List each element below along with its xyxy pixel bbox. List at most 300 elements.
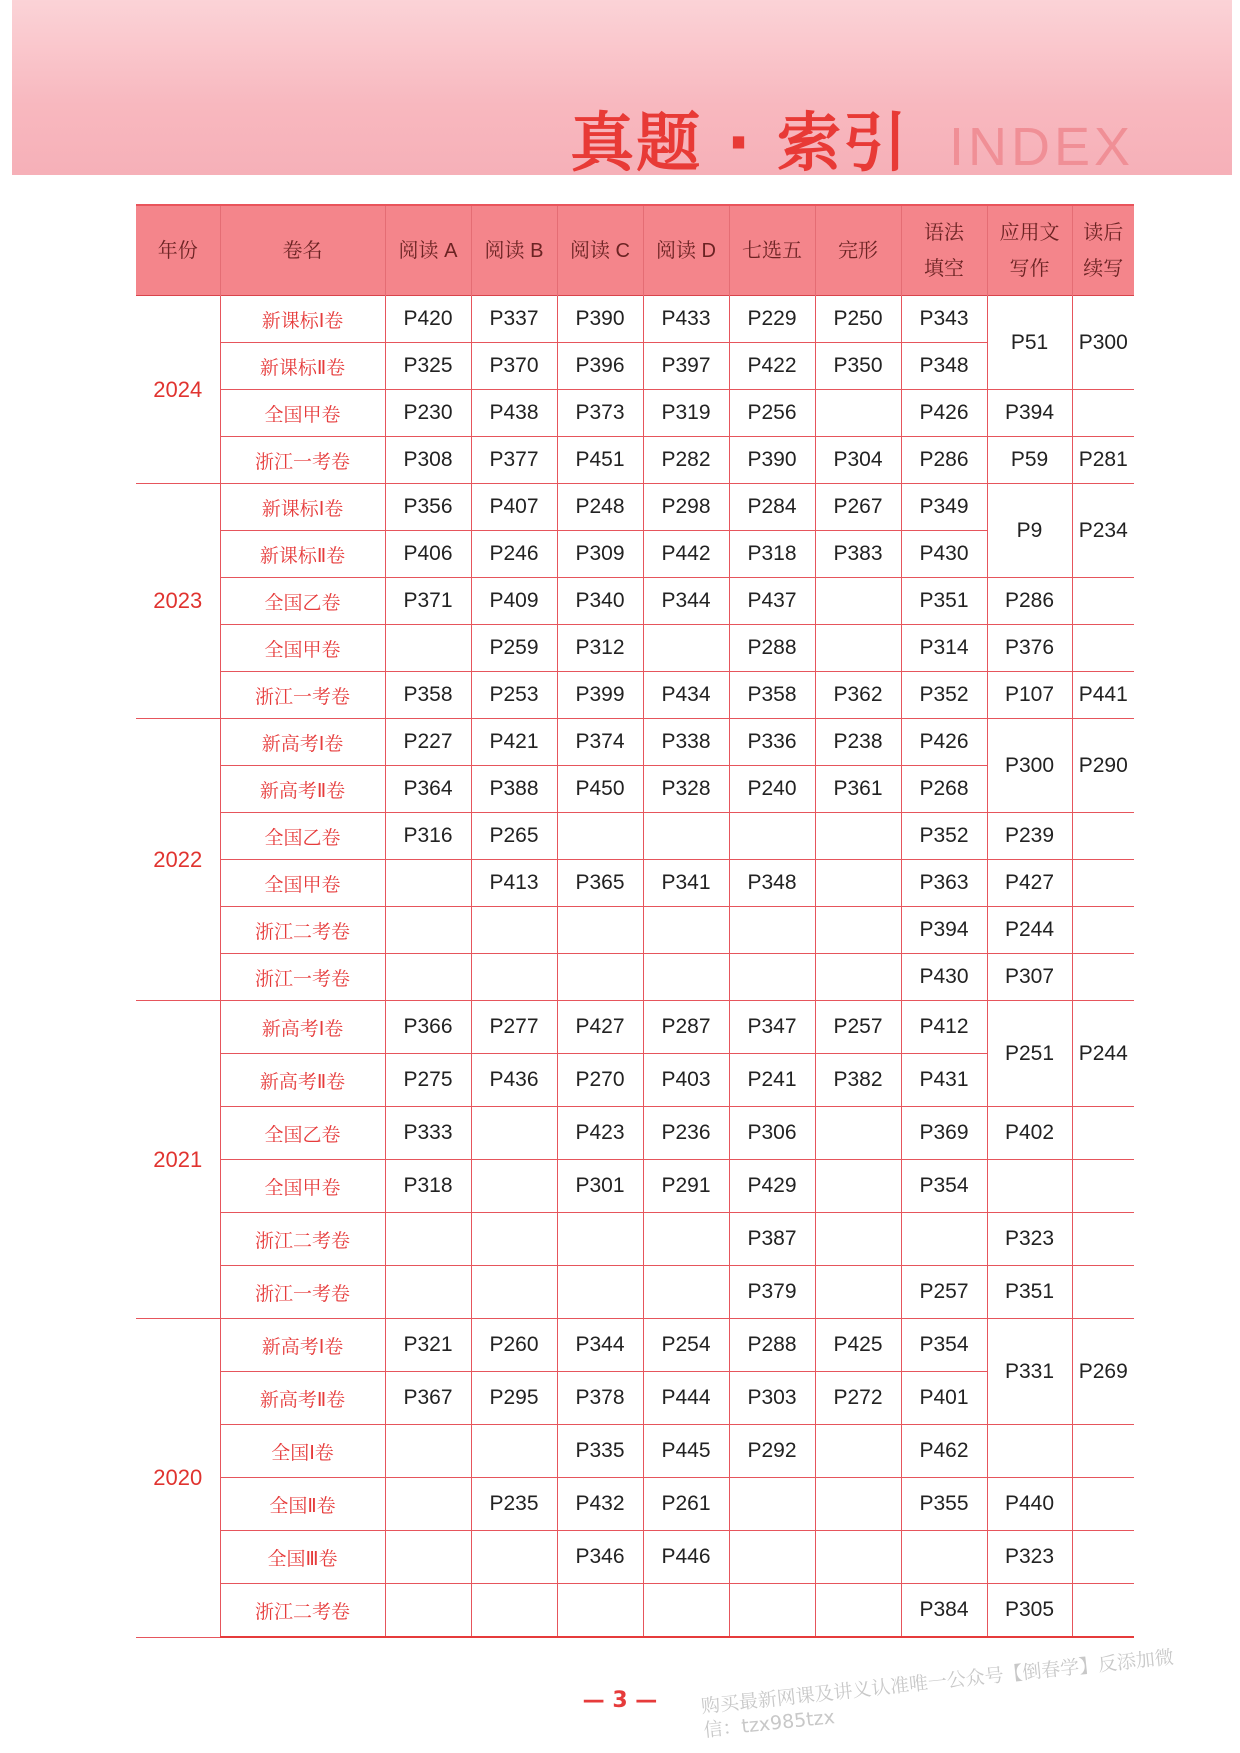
- page-ref-cell: P394: [901, 907, 987, 954]
- paper-name-cell: 新高考Ⅱ卷: [220, 1372, 385, 1425]
- column-header: 应用文 写作: [987, 205, 1072, 296]
- page-ref-cell: P370: [471, 343, 557, 390]
- page-ref-cell: P377: [471, 437, 557, 484]
- table-row: [136, 1584, 1134, 1638]
- writing-cell: P394: [987, 390, 1072, 437]
- table-header-row: [136, 205, 1134, 296]
- page-ref-cell: P403: [643, 1054, 729, 1107]
- page-ref-cell: P367: [385, 1372, 471, 1425]
- page-ref-cell: P272: [815, 1372, 901, 1425]
- column-header: 七选五: [729, 205, 815, 296]
- page-ref-cell: [385, 1478, 471, 1531]
- writing-cell: P323: [987, 1531, 1072, 1584]
- page-ref-cell: P425: [815, 1319, 901, 1372]
- page-ref-cell: [471, 954, 557, 1001]
- paper-name-cell: 新高考Ⅰ卷: [220, 1001, 385, 1054]
- page-ref-cell: P319: [643, 390, 729, 437]
- page-ref-cell: P336: [729, 719, 815, 766]
- paper-name-cell: 新高考Ⅰ卷: [220, 1319, 385, 1372]
- paper-name-cell: 新课标Ⅰ卷: [220, 484, 385, 531]
- page-ref-cell: P432: [557, 1478, 643, 1531]
- page-ref-cell: P256: [729, 390, 815, 437]
- page-ref-cell: [815, 860, 901, 907]
- page-ref-cell: [557, 907, 643, 954]
- page-ref-cell: P277: [471, 1001, 557, 1054]
- continuation-cell: [1072, 390, 1134, 437]
- year-cell: 2021: [136, 1001, 220, 1319]
- page-ref-cell: P397: [643, 343, 729, 390]
- table-row: [136, 437, 1134, 484]
- table-row: [136, 672, 1134, 719]
- year-cell: 2024: [136, 296, 220, 484]
- page-ref-cell: P241: [729, 1054, 815, 1107]
- paper-name-cell: 全国乙卷: [220, 813, 385, 860]
- paper-name-cell: 浙江一考卷: [220, 954, 385, 1001]
- page-ref-cell: P257: [815, 1001, 901, 1054]
- page-ref-cell: [557, 1584, 643, 1638]
- page-ref-cell: [471, 1531, 557, 1584]
- page-ref-cell: P434: [643, 672, 729, 719]
- table-row: [136, 1266, 1134, 1319]
- column-header: 完形: [815, 205, 901, 296]
- page-ref-cell: P284: [729, 484, 815, 531]
- table-row: [136, 1531, 1134, 1584]
- page-ref-cell: P358: [385, 672, 471, 719]
- page-ref-cell: [815, 1160, 901, 1213]
- writing-cell: [987, 1425, 1072, 1478]
- page-ref-cell: [643, 907, 729, 954]
- page-ref-cell: [815, 625, 901, 672]
- paper-name-cell: 全国甲卷: [220, 625, 385, 672]
- paper-name-cell: 新课标Ⅱ卷: [220, 343, 385, 390]
- page-ref-cell: P430: [901, 954, 987, 1001]
- page-ref-cell: P303: [729, 1372, 815, 1425]
- page-ref-cell: [385, 1584, 471, 1638]
- title-group: [570, 92, 1134, 184]
- page-ref-cell: P371: [385, 578, 471, 625]
- writing-cell: P440: [987, 1478, 1072, 1531]
- page-ref-cell: P292: [729, 1425, 815, 1478]
- page-ref-cell: [557, 954, 643, 1001]
- page-ref-cell: [729, 813, 815, 860]
- writing-cell: P331: [987, 1319, 1072, 1425]
- continuation-cell: [1072, 1478, 1134, 1531]
- page-ref-cell: P261: [643, 1478, 729, 1531]
- page-ref-cell: P401: [901, 1372, 987, 1425]
- page-ref-cell: P312: [557, 625, 643, 672]
- page-ref-cell: P348: [901, 343, 987, 390]
- paper-name-cell: 全国Ⅰ卷: [220, 1425, 385, 1478]
- page-ref-cell: P379: [729, 1266, 815, 1319]
- page-ref-cell: P383: [815, 531, 901, 578]
- continuation-cell: [1072, 860, 1134, 907]
- page-ref-cell: P344: [643, 578, 729, 625]
- page-ref-cell: P363: [901, 860, 987, 907]
- page-title-en: INDEX: [948, 117, 1134, 177]
- writing-cell: P376: [987, 625, 1072, 672]
- table-row: [136, 390, 1134, 437]
- page-ref-cell: [471, 1266, 557, 1319]
- table-row: [136, 954, 1134, 1001]
- page-ref-cell: P246: [471, 531, 557, 578]
- page-ref-cell: P227: [385, 719, 471, 766]
- page-ref-cell: P382: [815, 1054, 901, 1107]
- table-row: [136, 578, 1134, 625]
- page-ref-cell: P343: [901, 296, 987, 343]
- page-ref-cell: P420: [385, 296, 471, 343]
- page-ref-cell: P374: [557, 719, 643, 766]
- writing-cell: P51: [987, 296, 1072, 390]
- continuation-cell: P234: [1072, 484, 1134, 578]
- page-ref-cell: P421: [471, 719, 557, 766]
- paper-name-cell: 新高考Ⅱ卷: [220, 1054, 385, 1107]
- table-row: [136, 907, 1134, 954]
- writing-cell: P323: [987, 1213, 1072, 1266]
- column-header: 阅读 C: [557, 205, 643, 296]
- index-table: [136, 204, 1134, 1638]
- writing-cell: P427: [987, 860, 1072, 907]
- continuation-cell: P290: [1072, 719, 1134, 813]
- page-ref-cell: P354: [901, 1160, 987, 1213]
- table-row: [136, 1319, 1134, 1372]
- page-ref-cell: P358: [729, 672, 815, 719]
- table-row: [136, 531, 1134, 578]
- page-ref-cell: P288: [729, 625, 815, 672]
- continuation-cell: [1072, 1584, 1134, 1638]
- page-ref-cell: P325: [385, 343, 471, 390]
- page-ref-cell: P365: [557, 860, 643, 907]
- page-ref-cell: P451: [557, 437, 643, 484]
- column-header: 卷名: [220, 205, 385, 296]
- page-ref-cell: [729, 1531, 815, 1584]
- page-ref-cell: P423: [557, 1107, 643, 1160]
- page-ref-cell: P356: [385, 484, 471, 531]
- page-ref-cell: P450: [557, 766, 643, 813]
- table-row: [136, 1213, 1134, 1266]
- page-ref-cell: [815, 1213, 901, 1266]
- page-ref-cell: P462: [901, 1425, 987, 1478]
- page-ref-cell: P429: [729, 1160, 815, 1213]
- page-ref-cell: P396: [557, 343, 643, 390]
- table-row: [136, 625, 1134, 672]
- page-ref-cell: P348: [729, 860, 815, 907]
- continuation-cell: [1072, 578, 1134, 625]
- column-header: 阅读 A: [385, 205, 471, 296]
- paper-name-cell: 浙江一考卷: [220, 1266, 385, 1319]
- writing-cell: P305: [987, 1584, 1072, 1638]
- page-ref-cell: P250: [815, 296, 901, 343]
- page-ref-cell: P268: [901, 766, 987, 813]
- table-row: [136, 860, 1134, 907]
- table-row: [136, 1107, 1134, 1160]
- continuation-cell: P300: [1072, 296, 1134, 390]
- page-ref-cell: P306: [729, 1107, 815, 1160]
- page-ref-cell: [643, 1266, 729, 1319]
- page-ref-cell: P270: [557, 1054, 643, 1107]
- page-ref-cell: P288: [729, 1319, 815, 1372]
- page-ref-cell: [471, 907, 557, 954]
- table-row: [136, 1425, 1134, 1478]
- page-ref-cell: [471, 1425, 557, 1478]
- page-ref-cell: [557, 813, 643, 860]
- year-cell: 2022: [136, 719, 220, 1001]
- continuation-cell: [1072, 1266, 1134, 1319]
- page-ref-cell: [385, 954, 471, 1001]
- page-ref-cell: P265: [471, 813, 557, 860]
- table-row: [136, 766, 1134, 813]
- page-ref-cell: P413: [471, 860, 557, 907]
- page-ref-cell: P235: [471, 1478, 557, 1531]
- page-ref-cell: P304: [815, 437, 901, 484]
- page-ref-cell: P230: [385, 390, 471, 437]
- page-ref-cell: P328: [643, 766, 729, 813]
- page-ref-cell: P267: [815, 484, 901, 531]
- page-ref-cell: [471, 1107, 557, 1160]
- paper-name-cell: 新高考Ⅰ卷: [220, 719, 385, 766]
- page-ref-cell: [385, 1425, 471, 1478]
- page-ref-cell: [643, 625, 729, 672]
- column-header: 读后 续写: [1072, 205, 1134, 296]
- page-ref-cell: P314: [901, 625, 987, 672]
- page-ref-cell: [815, 1584, 901, 1638]
- page-ref-cell: P352: [901, 813, 987, 860]
- page-ref-cell: P236: [643, 1107, 729, 1160]
- page-ref-cell: P308: [385, 437, 471, 484]
- page-ref-cell: P437: [729, 578, 815, 625]
- page-ref-cell: [729, 907, 815, 954]
- page-ref-cell: P229: [729, 296, 815, 343]
- continuation-cell: [1072, 1107, 1134, 1160]
- page-ref-cell: P338: [643, 719, 729, 766]
- page-ref-cell: [385, 625, 471, 672]
- continuation-cell: [1072, 907, 1134, 954]
- page-ref-cell: [815, 578, 901, 625]
- page-ref-cell: [815, 1478, 901, 1531]
- page-ref-cell: [901, 1213, 987, 1266]
- page-ref-cell: [643, 813, 729, 860]
- page-ref-cell: P388: [471, 766, 557, 813]
- table-row: [136, 1478, 1134, 1531]
- page-ref-cell: P282: [643, 437, 729, 484]
- table-row: [136, 1372, 1134, 1425]
- table-row: [136, 484, 1134, 531]
- page-ref-cell: P287: [643, 1001, 729, 1054]
- page-ref-cell: P378: [557, 1372, 643, 1425]
- writing-cell: P244: [987, 907, 1072, 954]
- paper-name-cell: 浙江一考卷: [220, 672, 385, 719]
- page-ref-cell: [643, 1213, 729, 1266]
- paper-name-cell: 全国乙卷: [220, 578, 385, 625]
- page-ref-cell: [643, 954, 729, 1001]
- continuation-cell: [1072, 954, 1134, 1001]
- writing-cell: P251: [987, 1001, 1072, 1107]
- page-ref-cell: P321: [385, 1319, 471, 1372]
- page-ref-cell: [815, 907, 901, 954]
- page-ref-cell: P301: [557, 1160, 643, 1213]
- page-ref-cell: [815, 813, 901, 860]
- page-ref-cell: P390: [729, 437, 815, 484]
- table-row: [136, 719, 1134, 766]
- page-ref-cell: P351: [901, 578, 987, 625]
- page-ref-cell: [729, 954, 815, 1001]
- table-row: [136, 1160, 1134, 1213]
- page-ref-cell: [815, 1107, 901, 1160]
- page-ref-cell: P399: [557, 672, 643, 719]
- column-header: 阅读 D: [643, 205, 729, 296]
- page-ref-cell: [815, 1266, 901, 1319]
- paper-name-cell: 全国甲卷: [220, 390, 385, 437]
- page-ref-cell: P257: [901, 1266, 987, 1319]
- page-ref-cell: P446: [643, 1531, 729, 1584]
- continuation-cell: P269: [1072, 1319, 1134, 1425]
- column-header: 年份: [136, 205, 220, 296]
- page-ref-cell: P347: [729, 1001, 815, 1054]
- page-ref-cell: P253: [471, 672, 557, 719]
- page-number: — 3 —: [582, 1688, 658, 1713]
- page-ref-cell: [385, 860, 471, 907]
- page-ref-cell: [385, 1266, 471, 1319]
- writing-cell: P300: [987, 719, 1072, 813]
- table-row: [136, 296, 1134, 343]
- page-ref-cell: P291: [643, 1160, 729, 1213]
- paper-name-cell: 新课标Ⅰ卷: [220, 296, 385, 343]
- continuation-cell: P281: [1072, 437, 1134, 484]
- paper-name-cell: 全国Ⅲ卷: [220, 1531, 385, 1584]
- page-ref-cell: P433: [643, 296, 729, 343]
- paper-name-cell: 新课标Ⅱ卷: [220, 531, 385, 578]
- table-row: [136, 813, 1134, 860]
- page-ref-cell: P390: [557, 296, 643, 343]
- page-ref-cell: [729, 1478, 815, 1531]
- page-ref-cell: P240: [729, 766, 815, 813]
- page-ref-cell: P387: [729, 1213, 815, 1266]
- page-ref-cell: P318: [385, 1160, 471, 1213]
- page-ref-cell: P333: [385, 1107, 471, 1160]
- page-ref-cell: P407: [471, 484, 557, 531]
- page-ref-cell: P426: [901, 719, 987, 766]
- writing-cell: P351: [987, 1266, 1072, 1319]
- page-ref-cell: P442: [643, 531, 729, 578]
- page-ref-cell: [471, 1160, 557, 1213]
- page-ref-cell: P366: [385, 1001, 471, 1054]
- page-ref-cell: P373: [557, 390, 643, 437]
- page-ref-cell: P438: [471, 390, 557, 437]
- paper-name-cell: 浙江二考卷: [220, 1213, 385, 1266]
- continuation-cell: [1072, 1160, 1134, 1213]
- page-ref-cell: P362: [815, 672, 901, 719]
- page-ref-cell: P436: [471, 1054, 557, 1107]
- page-ref-cell: P430: [901, 531, 987, 578]
- page-ref-cell: P260: [471, 1319, 557, 1372]
- year-cell: 2020: [136, 1319, 220, 1638]
- page-ref-cell: P444: [643, 1372, 729, 1425]
- continuation-cell: P244: [1072, 1001, 1134, 1107]
- writing-cell: P239: [987, 813, 1072, 860]
- page-ref-cell: P422: [729, 343, 815, 390]
- column-header: 阅读 B: [471, 205, 557, 296]
- paper-name-cell: 全国甲卷: [220, 860, 385, 907]
- writing-cell: P9: [987, 484, 1072, 578]
- paper-name-cell: 浙江二考卷: [220, 907, 385, 954]
- page-ref-cell: [557, 1213, 643, 1266]
- page-ref-cell: P350: [815, 343, 901, 390]
- page-ref-cell: P286: [901, 437, 987, 484]
- page-ref-cell: P341: [643, 860, 729, 907]
- page-ref-cell: [815, 1425, 901, 1478]
- watermark: 购买最新网课及讲义认准唯一公众号【倒春学】反添加微信：tzx985tzx: [700, 1646, 1175, 1742]
- page-ref-cell: P354: [901, 1319, 987, 1372]
- page-ref-cell: P344: [557, 1319, 643, 1372]
- page-ref-cell: [729, 1584, 815, 1638]
- page-ref-cell: [385, 907, 471, 954]
- page-ref-cell: [815, 954, 901, 1001]
- page-ref-cell: P427: [557, 1001, 643, 1054]
- page-ref-cell: P355: [901, 1478, 987, 1531]
- page-ref-cell: P318: [729, 531, 815, 578]
- page-ref-cell: [385, 1531, 471, 1584]
- page-ref-cell: P346: [557, 1531, 643, 1584]
- page-ref-cell: [557, 1266, 643, 1319]
- writing-cell: [987, 1160, 1072, 1213]
- writing-cell: P286: [987, 578, 1072, 625]
- page-ref-cell: P295: [471, 1372, 557, 1425]
- page-ref-cell: [471, 1213, 557, 1266]
- continuation-cell: [1072, 1531, 1134, 1584]
- page-ref-cell: [815, 1531, 901, 1584]
- page-ref-cell: P309: [557, 531, 643, 578]
- page-ref-cell: P406: [385, 531, 471, 578]
- page-ref-cell: P316: [385, 813, 471, 860]
- paper-name-cell: 全国乙卷: [220, 1107, 385, 1160]
- page-ref-cell: P384: [901, 1584, 987, 1638]
- page-ref-cell: P412: [901, 1001, 987, 1054]
- continuation-cell: [1072, 625, 1134, 672]
- table-row: [136, 1001, 1134, 1054]
- page-ref-cell: P238: [815, 719, 901, 766]
- page-title: 真题 · 索引: [570, 107, 909, 181]
- page-ref-cell: [815, 390, 901, 437]
- paper-name-cell: 浙江二考卷: [220, 1584, 385, 1638]
- page-ref-cell: P426: [901, 390, 987, 437]
- paper-name-cell: 全国Ⅱ卷: [220, 1478, 385, 1531]
- page-ref-cell: P275: [385, 1054, 471, 1107]
- column-header: 语法 填空: [901, 205, 987, 296]
- writing-cell: P402: [987, 1107, 1072, 1160]
- page-ref-cell: P248: [557, 484, 643, 531]
- page-ref-cell: [471, 1584, 557, 1638]
- paper-name-cell: 全国甲卷: [220, 1160, 385, 1213]
- year-cell: 2023: [136, 484, 220, 719]
- table-row: [136, 343, 1134, 390]
- page-ref-cell: P259: [471, 625, 557, 672]
- page-ref-cell: [901, 1531, 987, 1584]
- continuation-cell: [1072, 813, 1134, 860]
- page-ref-cell: P337: [471, 296, 557, 343]
- page-ref-cell: P298: [643, 484, 729, 531]
- writing-cell: P307: [987, 954, 1072, 1001]
- continuation-cell: [1072, 1425, 1134, 1478]
- continuation-cell: [1072, 1213, 1134, 1266]
- page-ref-cell: P335: [557, 1425, 643, 1478]
- table-row: [136, 1054, 1134, 1107]
- page-ref-cell: P254: [643, 1319, 729, 1372]
- page-ref-cell: P445: [643, 1425, 729, 1478]
- page-ref-cell: [385, 1213, 471, 1266]
- page-ref-cell: P352: [901, 672, 987, 719]
- writing-cell: P107: [987, 672, 1072, 719]
- page-ref-cell: P349: [901, 484, 987, 531]
- page-ref-cell: P431: [901, 1054, 987, 1107]
